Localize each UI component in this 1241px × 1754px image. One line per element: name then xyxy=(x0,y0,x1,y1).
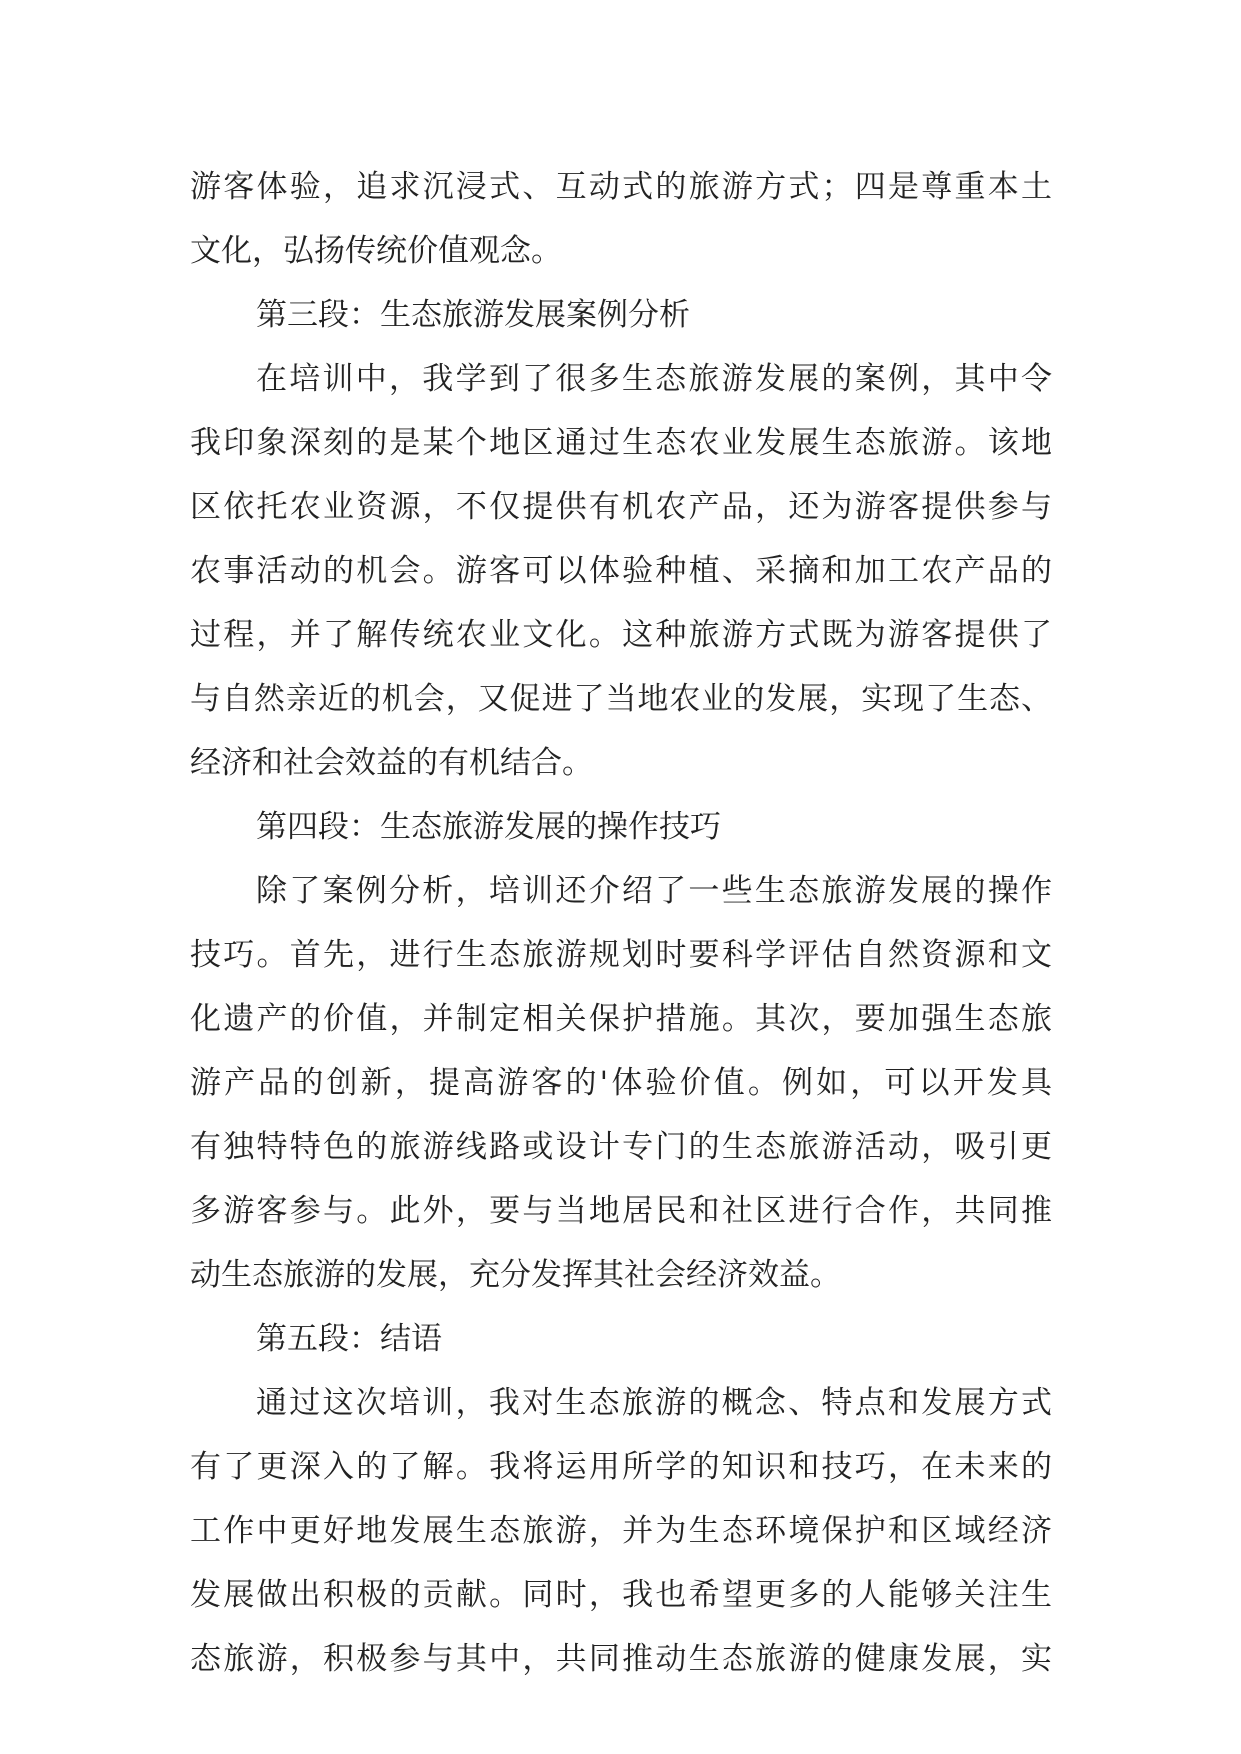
text-line: 农事活动的机会。游客可以体验种植、采摘和加工农产品的 xyxy=(190,553,1052,589)
section-heading-4: 第四段：生态旅游发展的操作技巧 xyxy=(256,809,721,845)
text-line: 工作中更好地发展生态旅游，并为生态环境保护和区域经济 xyxy=(190,1513,1052,1549)
text-line: 过程，并了解传统农业文化。这种旅游方式既为游客提供了 xyxy=(190,617,1052,653)
text-line: 多游客参与。此外，要与当地居民和社区进行合作，共同推 xyxy=(190,1193,1052,1229)
text-line: 除了案例分析，培训还介绍了一些生态旅游发展的操作 xyxy=(256,873,1052,909)
text-line: 经济和社会效益的有机结合。 xyxy=(190,745,593,781)
text-line: 动生态旅游的发展，充分发挥其社会经济效益。 xyxy=(190,1257,841,1293)
text-line: 文化，弘扬传统价值观念。 xyxy=(190,233,562,269)
text-line: 态旅游，积极参与其中，共同推动生态旅游的健康发展，实 xyxy=(190,1641,1052,1677)
text-line: 我印象深刻的是某个地区通过生态农业发展生态旅游。该地 xyxy=(190,425,1052,461)
document-body xyxy=(190,155,1052,1691)
text-line: 游产品的创新，提高游客的'体验价值。例如，可以开发具 xyxy=(190,1065,1052,1101)
text-line: 技巧。首先，进行生态旅游规划时要科学评估自然资源和文 xyxy=(190,937,1052,973)
text-line: 游客体验，追求沉浸式、互动式的旅游方式；四是尊重本土 xyxy=(190,169,1052,205)
text-line: 在培训中，我学到了很多生态旅游发展的案例，其中令 xyxy=(256,361,1052,397)
text-line: 发展做出积极的贡献。同时，我也希望更多的人能够关注生 xyxy=(190,1577,1052,1613)
text-line: 有独特特色的旅游线路或设计专门的生态旅游活动，吸引更 xyxy=(190,1129,1052,1165)
text-line: 区依托农业资源，不仅提供有机农产品，还为游客提供参与 xyxy=(190,489,1052,525)
text-line: 通过这次培训，我对生态旅游的概念、特点和发展方式 xyxy=(256,1385,1052,1421)
section-heading-5: 第五段：结语 xyxy=(256,1321,442,1357)
section-heading-3: 第三段：生态旅游发展案例分析 xyxy=(256,297,690,333)
text-line: 有了更深入的了解。我将运用所学的知识和技巧，在未来的 xyxy=(190,1449,1052,1485)
text-line: 化遗产的价值，并制定相关保护措施。其次，要加强生态旅 xyxy=(190,1001,1052,1037)
text-line: 与自然亲近的机会，又促进了当地农业的发展，实现了生态、 xyxy=(190,681,1052,717)
